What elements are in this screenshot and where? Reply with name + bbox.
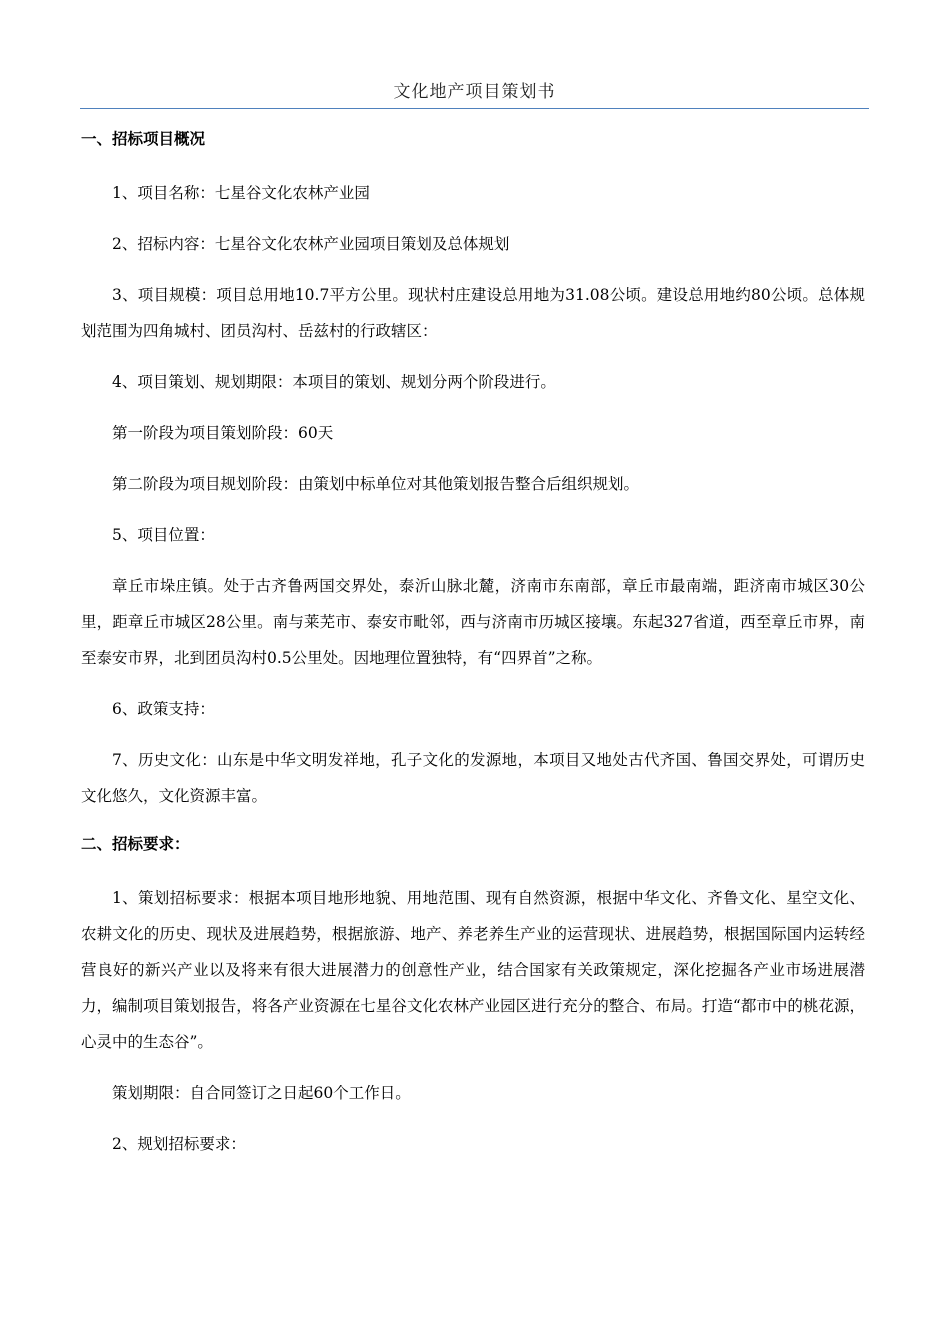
document-header bbox=[80, 76, 869, 109]
paragraph-phase-one: 第一阶段为项目策划阶段：60天 bbox=[112, 424, 334, 442]
paragraph-planning-requirements: 1、策划招标要求：根据本项目地形地貌、用地范围、现有自然资源，根据中华文化、齐鲁文化、星空文化、农耕文化的历史、现状及进展趋势，根据旅游、地产、养老养生产业的运营现状、进展趋势，根据国际国内运转经营良好的新兴产业以及将来有很大进展潜力的创意性产业，结合国家有关政策规定，深化挖掘各产业市场进展潜力，编制项目策划报告，将各产业资源在七星谷文化农林产业园区进行充分的整合、布局。打造“都市中的桃花源，心灵中的生态谷”。 bbox=[81, 889, 865, 1051]
paragraph-project-name: 1、项目名称：七星谷文化农林产业园 bbox=[112, 184, 370, 202]
section-heading-overview: 一、招标项目概况 bbox=[81, 130, 206, 148]
paragraph-history-culture: 7、历史文化：山东是中华文明发祥地，孔子文化的发源地，本项目又地处古代齐国、鲁国交界处，可谓历史文化悠久，文化资源丰富。 bbox=[81, 751, 865, 805]
document-title: 文化地产项目策划书 bbox=[393, 82, 556, 102]
paragraph-design-requirements: 2、规划招标要求： bbox=[112, 1135, 246, 1153]
paragraph-tender-content: 2、招标内容：七星谷文化农林产业园项目策划及总体规划 bbox=[112, 235, 510, 253]
paragraph-policy-support: 6、政策支持： bbox=[112, 700, 215, 718]
paragraph-planning-period: 4、项目策划、规划期限：本项目的策划、规划分两个阶段进行。 bbox=[112, 373, 556, 391]
paragraph-location-label: 5、项目位置： bbox=[112, 526, 215, 544]
paragraph-phase-two: 第二阶段为项目规划阶段：由策划中标单位对其他策划报告整合后组织规划。 bbox=[112, 475, 640, 493]
section-heading-requirements: 二、招标要求： bbox=[81, 835, 190, 853]
paragraph-project-scale: 3、项目规模：项目总用地10.7平方公里。现状村庄建设总用地为31.08公顷。建设总用地约80公顷。总体规划范围为四角城村、团员沟村、岳兹村的行政辖区： bbox=[81, 286, 865, 340]
document-body bbox=[81, 124, 865, 1177]
paragraph-location-detail: 章丘市垛庄镇。处于古齐鲁两国交界处，泰沂山脉北麓，济南市东南部，章丘市最南端，距济南市城区30公里，距章丘市城区28公里。南与莱芜市、泰安市毗邻，西与济南市历城区接壤。东起327省道，西至章丘市界，南至泰安市界，北到团员沟村0.5公里处。因地理位置独特，有“四界首”之称。 bbox=[81, 577, 865, 667]
paragraph-planning-deadline: 策划期限：自合同签订之日起60个工作日。 bbox=[112, 1084, 411, 1102]
